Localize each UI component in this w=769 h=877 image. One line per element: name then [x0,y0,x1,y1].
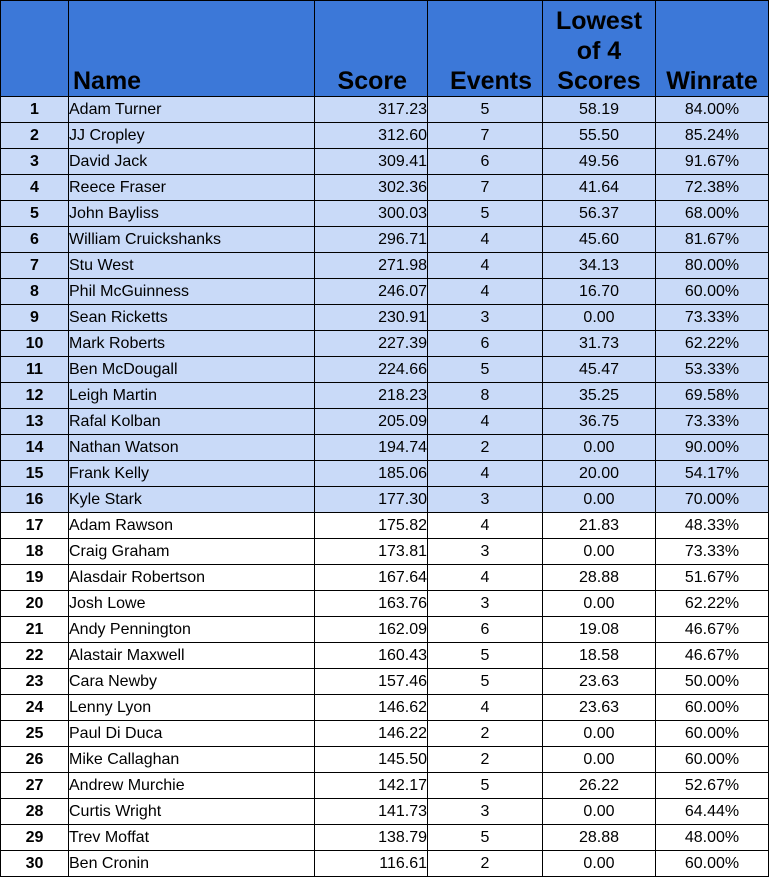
score-cell[interactable]: 194.74 [315,435,428,461]
name-cell[interactable]: Lenny Lyon [69,695,315,721]
lowest-score-cell[interactable]: 58.19 [543,97,656,123]
winrate-cell[interactable]: 60.00% [656,721,769,747]
score-cell[interactable]: 142.17 [315,773,428,799]
name-cell[interactable]: Cara Newby [69,669,315,695]
name-cell[interactable]: Curtis Wright [69,799,315,825]
events-cell[interactable]: 5 [428,773,543,799]
winrate-cell[interactable]: 73.33% [656,305,769,331]
events-cell[interactable]: 2 [428,851,543,877]
name-cell[interactable]: Phil McGuinness [69,279,315,305]
score-cell[interactable]: 302.36 [315,175,428,201]
rank-cell[interactable]: 11 [1,357,69,383]
score-cell[interactable]: 177.30 [315,487,428,513]
rank-cell[interactable]: 3 [1,149,69,175]
score-cell[interactable]: 162.09 [315,617,428,643]
score-cell[interactable]: 300.03 [315,201,428,227]
events-cell[interactable]: 3 [428,591,543,617]
score-cell[interactable]: 157.46 [315,669,428,695]
events-cell[interactable]: 7 [428,123,543,149]
table-row [1,617,769,643]
winrate-cell[interactable]: 54.17% [656,461,769,487]
lowest-score-cell[interactable]: 20.00 [543,461,656,487]
table-row [1,799,769,825]
name-cell[interactable]: Andy Pennington [69,617,315,643]
name-cell[interactable]: Craig Graham [69,539,315,565]
name-cell[interactable]: Josh Lowe [69,591,315,617]
name-cell[interactable]: Andrew Murchie [69,773,315,799]
rank-cell[interactable]: 2 [1,123,69,149]
lowest-score-cell[interactable]: 28.88 [543,825,656,851]
rank-cell[interactable]: 20 [1,591,69,617]
name-cell[interactable]: Alastair Maxwell [69,643,315,669]
lowest-score-cell[interactable]: 16.70 [543,279,656,305]
events-cell[interactable]: 6 [428,617,543,643]
rank-cell[interactable]: 25 [1,721,69,747]
header-rank[interactable] [1,1,69,97]
header-score[interactable]: Score [315,1,428,97]
table-row [1,305,769,331]
events-cell[interactable]: 4 [428,253,543,279]
rank-cell[interactable]: 17 [1,513,69,539]
lowest-score-cell[interactable]: 45.60 [543,227,656,253]
winrate-cell[interactable]: 52.67% [656,773,769,799]
rank-cell[interactable]: 18 [1,539,69,565]
rank-cell[interactable]: 30 [1,851,69,877]
lowest-score-cell[interactable]: 0.00 [543,539,656,565]
lowest-score-cell[interactable]: 18.58 [543,643,656,669]
rank-cell[interactable]: 21 [1,617,69,643]
name-cell[interactable]: Adam Turner [69,97,315,123]
header-events[interactable]: Events [428,1,543,97]
winrate-cell[interactable]: 48.33% [656,513,769,539]
score-cell[interactable]: 141.73 [315,799,428,825]
rank-cell[interactable]: 1 [1,97,69,123]
table-row [1,565,769,591]
lowest-score-cell[interactable]: 19.08 [543,617,656,643]
score-cell[interactable]: 224.66 [315,357,428,383]
events-cell[interactable]: 4 [428,565,543,591]
winrate-cell[interactable]: 85.24% [656,123,769,149]
winrate-cell[interactable]: 73.33% [656,539,769,565]
table-row [1,461,769,487]
name-cell[interactable]: William Cruickshanks [69,227,315,253]
events-cell[interactable]: 5 [428,669,543,695]
winrate-cell[interactable]: 60.00% [656,279,769,305]
winrate-cell[interactable]: 84.00% [656,97,769,123]
score-cell[interactable]: 173.81 [315,539,428,565]
events-cell[interactable]: 3 [428,539,543,565]
events-cell[interactable]: 6 [428,331,543,357]
rank-cell[interactable]: 4 [1,175,69,201]
score-cell[interactable]: 296.71 [315,227,428,253]
name-cell[interactable]: Ben Cronin [69,851,315,877]
events-cell[interactable]: 5 [428,643,543,669]
score-cell[interactable]: 230.91 [315,305,428,331]
winrate-cell[interactable]: 53.33% [656,357,769,383]
winrate-cell[interactable]: 48.00% [656,825,769,851]
name-cell[interactable]: Adam Rawson [69,513,315,539]
lowest-score-cell[interactable]: 21.83 [543,513,656,539]
lowest-score-cell[interactable]: 35.25 [543,383,656,409]
table-row [1,825,769,851]
rank-cell[interactable]: 6 [1,227,69,253]
table-row [1,227,769,253]
name-cell[interactable]: John Bayliss [69,201,315,227]
events-cell[interactable]: 5 [428,825,543,851]
lowest-score-cell[interactable]: 0.00 [543,435,656,461]
events-cell[interactable]: 4 [428,461,543,487]
name-cell[interactable]: Sean Ricketts [69,305,315,331]
events-cell[interactable]: 3 [428,799,543,825]
name-cell[interactable]: Frank Kelly [69,461,315,487]
table-row [1,669,769,695]
events-cell[interactable]: 2 [428,721,543,747]
rank-cell[interactable]: 29 [1,825,69,851]
rank-cell[interactable]: 12 [1,383,69,409]
lowest-score-cell[interactable]: 28.88 [543,565,656,591]
winrate-cell[interactable]: 46.67% [656,617,769,643]
table-row [1,851,769,877]
rank-cell[interactable]: 28 [1,799,69,825]
rank-cell[interactable]: 16 [1,487,69,513]
score-cell[interactable]: 167.64 [315,565,428,591]
score-cell[interactable]: 145.50 [315,747,428,773]
table-row [1,253,769,279]
name-cell[interactable]: Kyle Stark [69,487,315,513]
events-cell[interactable]: 6 [428,149,543,175]
winrate-cell[interactable]: 80.00% [656,253,769,279]
name-cell[interactable]: Mark Roberts [69,331,315,357]
lowest-score-cell[interactable]: 55.50 [543,123,656,149]
table-row [1,487,769,513]
lowest-score-cell[interactable]: 34.13 [543,253,656,279]
score-cell[interactable]: 317.23 [315,97,428,123]
table-row [1,201,769,227]
rank-cell[interactable]: 26 [1,747,69,773]
score-cell[interactable]: 246.07 [315,279,428,305]
lowest-score-cell[interactable]: 31.73 [543,331,656,357]
name-cell[interactable]: Ben McDougall [69,357,315,383]
rank-cell[interactable]: 8 [1,279,69,305]
table-row [1,747,769,773]
lowest-score-cell[interactable]: 41.64 [543,175,656,201]
events-cell[interactable]: 5 [428,201,543,227]
rank-cell[interactable]: 7 [1,253,69,279]
lowest-score-cell[interactable]: 23.63 [543,695,656,721]
winrate-cell[interactable]: 90.00% [656,435,769,461]
header-name[interactable]: Name [69,1,315,97]
winrate-cell[interactable]: 64.44% [656,799,769,825]
table-row [1,175,769,201]
lowest-score-cell[interactable]: 0.00 [543,487,656,513]
score-cell[interactable]: 163.76 [315,591,428,617]
events-cell[interactable]: 3 [428,487,543,513]
events-cell[interactable]: 4 [428,227,543,253]
winrate-cell[interactable]: 60.00% [656,695,769,721]
winrate-cell[interactable]: 70.00% [656,487,769,513]
winrate-cell[interactable]: 69.58% [656,383,769,409]
winrate-cell[interactable]: 60.00% [656,851,769,877]
name-cell[interactable]: Mike Callaghan [69,747,315,773]
rank-cell[interactable]: 14 [1,435,69,461]
header-winrate[interactable]: Winrate [656,1,769,97]
table-row [1,97,769,123]
winrate-cell[interactable]: 81.67% [656,227,769,253]
score-cell[interactable]: 309.41 [315,149,428,175]
score-cell[interactable]: 175.82 [315,513,428,539]
table-row [1,435,769,461]
score-cell[interactable]: 185.06 [315,461,428,487]
table-row [1,643,769,669]
table-row [1,539,769,565]
name-cell[interactable]: JJ Cropley [69,123,315,149]
score-cell[interactable]: 312.60 [315,123,428,149]
score-cell[interactable]: 146.22 [315,721,428,747]
name-cell[interactable]: Nathan Watson [69,435,315,461]
header-lowest-of-4-scores[interactable]: Lowest of 4 Scores [543,1,656,97]
table-row [1,357,769,383]
name-cell[interactable]: Stu West [69,253,315,279]
name-cell[interactable]: Paul Di Duca [69,721,315,747]
table-row [1,123,769,149]
lowest-score-cell[interactable]: 0.00 [543,747,656,773]
name-cell[interactable]: Leigh Martin [69,383,315,409]
winrate-cell[interactable]: 62.22% [656,331,769,357]
events-cell[interactable]: 5 [428,97,543,123]
events-cell[interactable]: 4 [428,279,543,305]
lowest-score-cell[interactable]: 56.37 [543,201,656,227]
score-cell[interactable]: 160.43 [315,643,428,669]
header-row [1,1,769,97]
rank-cell[interactable]: 24 [1,695,69,721]
lowest-score-cell[interactable]: 0.00 [543,851,656,877]
winrate-cell[interactable]: 62.22% [656,591,769,617]
rank-cell[interactable]: 22 [1,643,69,669]
rank-cell[interactable]: 10 [1,331,69,357]
events-cell[interactable]: 4 [428,695,543,721]
table-row [1,721,769,747]
table-body [1,97,769,877]
score-cell[interactable]: 116.61 [315,851,428,877]
lowest-score-cell[interactable]: 0.00 [543,305,656,331]
score-cell[interactable]: 218.23 [315,383,428,409]
lowest-score-cell[interactable]: 23.63 [543,669,656,695]
events-cell[interactable]: 2 [428,435,543,461]
lowest-score-cell[interactable]: 36.75 [543,409,656,435]
score-cell[interactable]: 138.79 [315,825,428,851]
table-row [1,773,769,799]
lowest-score-cell[interactable]: 45.47 [543,357,656,383]
rank-cell[interactable]: 19 [1,565,69,591]
lowest-score-cell[interactable]: 26.22 [543,773,656,799]
score-cell[interactable]: 146.62 [315,695,428,721]
table-row [1,409,769,435]
winrate-cell[interactable]: 91.67% [656,149,769,175]
name-cell[interactable]: Alasdair Robertson [69,565,315,591]
rank-cell[interactable]: 9 [1,305,69,331]
lowest-score-cell[interactable]: 0.00 [543,591,656,617]
events-cell[interactable]: 4 [428,409,543,435]
lowest-score-cell[interactable]: 0.00 [543,721,656,747]
winrate-cell[interactable]: 68.00% [656,201,769,227]
table-row [1,279,769,305]
table-row [1,513,769,539]
winrate-cell[interactable]: 50.00% [656,669,769,695]
table-row [1,331,769,357]
table-row [1,383,769,409]
lowest-score-cell[interactable]: 49.56 [543,149,656,175]
events-cell[interactable]: 7 [428,175,543,201]
score-cell[interactable]: 227.39 [315,331,428,357]
rank-cell[interactable]: 5 [1,201,69,227]
winrate-cell[interactable]: 51.67% [656,565,769,591]
winrate-cell[interactable]: 60.00% [656,747,769,773]
name-cell[interactable]: Rafal Kolban [69,409,315,435]
events-cell[interactable]: 2 [428,747,543,773]
events-cell[interactable]: 4 [428,513,543,539]
rank-cell[interactable]: 23 [1,669,69,695]
name-cell[interactable]: Trev Moffat [69,825,315,851]
events-cell[interactable]: 3 [428,305,543,331]
name-cell[interactable]: David Jack [69,149,315,175]
events-cell[interactable]: 5 [428,357,543,383]
score-cell[interactable]: 271.98 [315,253,428,279]
table-row [1,591,769,617]
events-cell[interactable]: 8 [428,383,543,409]
score-cell[interactable]: 205.09 [315,409,428,435]
winrate-cell[interactable]: 73.33% [656,409,769,435]
rank-cell[interactable]: 13 [1,409,69,435]
name-cell[interactable]: Reece Fraser [69,175,315,201]
winrate-cell[interactable]: 72.38% [656,175,769,201]
lowest-score-cell[interactable]: 0.00 [543,799,656,825]
rank-cell[interactable]: 15 [1,461,69,487]
table-row [1,695,769,721]
rank-cell[interactable]: 27 [1,773,69,799]
winrate-cell[interactable]: 46.67% [656,643,769,669]
table-row [1,149,769,175]
